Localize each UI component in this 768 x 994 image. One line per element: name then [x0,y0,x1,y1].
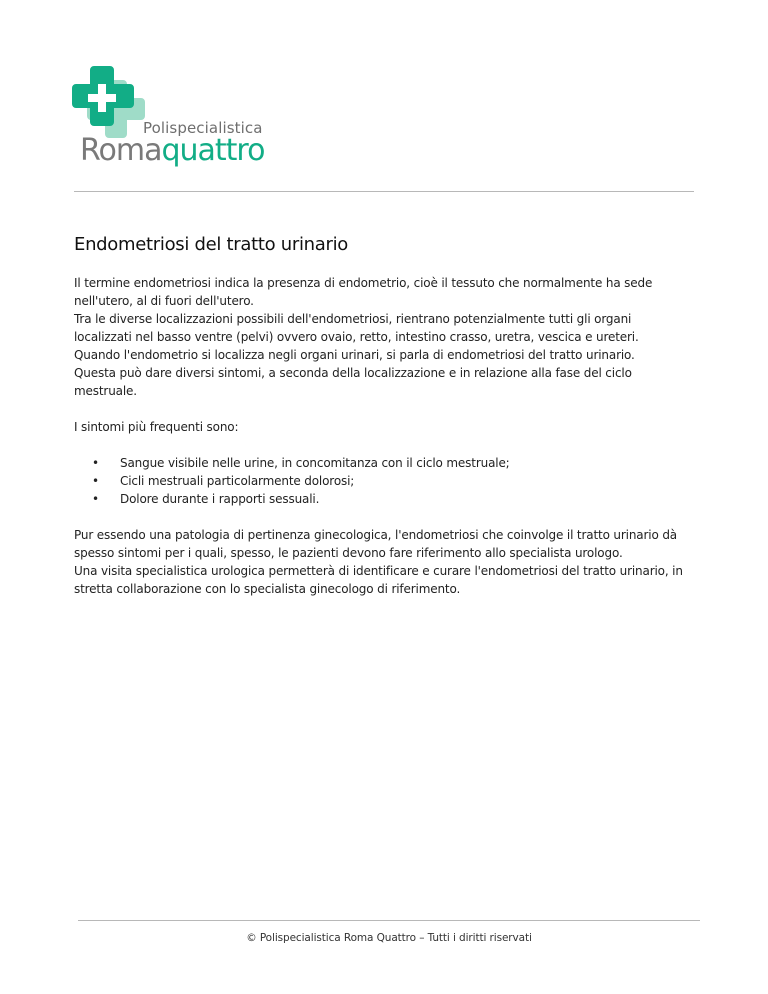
bullet: • [92,474,99,488]
list-item [74,472,696,490]
list-item [74,454,696,472]
bullet: • [92,492,99,506]
header-divider [74,191,694,192]
cross-inner-horizontal [88,94,116,102]
conclusion-line: Una visita specialistica urologica permetterà di identificare e curare l'endometriosi del tratto urinario, in [74,564,683,578]
list-item-text: Sangue visibile nelle urine, in concomitanza con il ciclo mestruale; [120,456,510,470]
medical-cross-icon [72,66,152,138]
intro-line: localizzati nel basso ventre (pelvi) ovvero ovaio, retto, intestino crasso, uretra, vescica e ureteri. [74,330,639,344]
bullet: • [92,456,99,470]
footer-divider [78,920,700,921]
intro-line: Il termine endometriosi indica la presenza di endometrio, cioè il tessuto che normalmente ha sede [74,276,653,290]
intro-line: mestruale. [74,384,137,398]
list-item-text: Cicli mestruali particolarmente dolorosi; [120,474,355,488]
list-item [74,490,696,508]
logo-name-quattro: quattro [161,133,265,168]
intro-line: Questa può dare diversi sintomi, a seconda della localizzazione e in relazione alla fase del ciclo [74,366,632,380]
logo [72,66,272,178]
footer-copyright: © Polispecialistica Roma Quattro – Tutti i diritti riservati [246,932,532,944]
logo-name-roma: Roma [80,133,162,168]
logo-subtitle: Polispecialistica [143,119,263,137]
conclusion-line: stretta collaborazione con lo specialista ginecologo di riferimento. [74,582,461,596]
conclusion-paragraph [74,526,696,598]
intro-line: Tra le diverse localizzazioni possibili dell'endometriosi, rientrano potenzialmente tutti gli organi [74,312,632,326]
list-item-text: Dolore durante i rapporti sessuali. [120,492,320,506]
conclusion-line: spesso sintomi per i quali, spesso, le pazienti devono fare riferimento allo specialista urologo. [74,546,623,560]
article [74,232,696,598]
conclusion-line: Pur essendo una patologia di pertinenza ginecologica, l'endometriosi che coinvolge il tratto urinario dà [74,528,678,542]
symptoms-intro: I sintomi più frequenti sono: [74,420,239,434]
intro-line: nell'utero, al di fuori dell'utero. [74,294,254,308]
article-title: Endometriosi del tratto urinario [74,234,349,255]
intro-paragraph [74,274,696,400]
symptoms-list [74,454,696,508]
logo-name [80,133,264,169]
intro-line: Quando l'endometrio si localizza negli organi urinari, si parla di endometriosi del tratto urinario. [74,348,635,362]
